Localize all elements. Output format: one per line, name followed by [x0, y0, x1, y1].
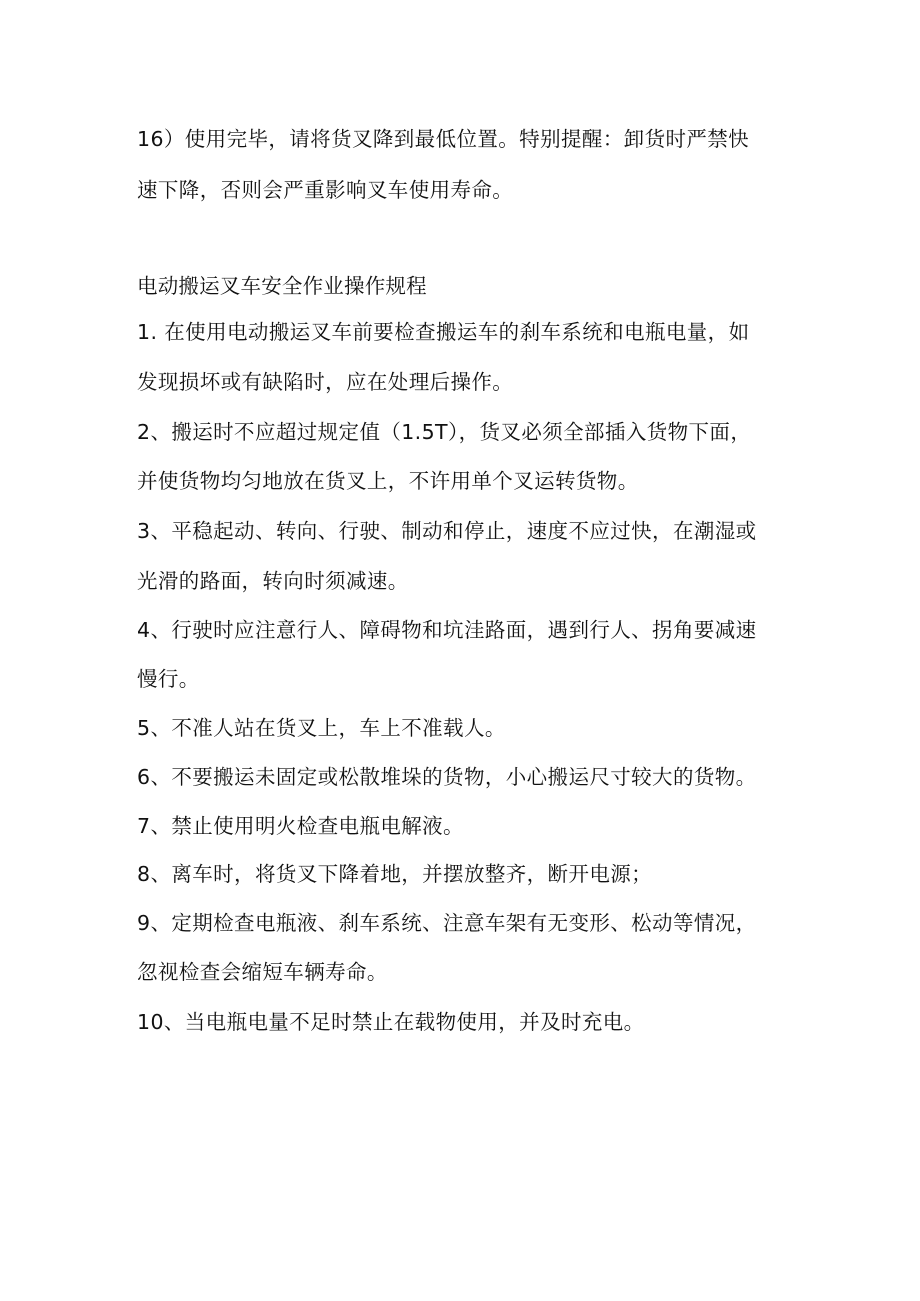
rule-10: 10、当电瓶电量不足时禁止在载物使用，并及时充电。 — [137, 1010, 645, 1034]
rule-3-line-1: 3、平稳起动、转向、行驶、制动和停止，速度不应过快，在潮湿或 — [137, 519, 757, 543]
rule-4-line-1: 4、行驶时应注意行人、障碍物和坑洼路面，遇到行人、拐角要减速 — [137, 618, 757, 642]
rule-2-line-1: 2、搬运时不应超过规定值（1.5T），货叉必须全部插入货物下面， — [137, 420, 752, 444]
intro-line-1: 16）使用完毕，请将货叉降到最低位置。特别提醒：卸货时严禁快 — [137, 127, 750, 151]
rule-7: 7、禁止使用明火检查电瓶电解液。 — [137, 814, 464, 838]
rule-6: 6、不要搬运未固定或松散堆垛的货物，小心搬运尺寸较大的货物。 — [137, 765, 757, 789]
rule-5: 5、不准人站在货叉上，车上不准载人。 — [137, 716, 506, 740]
rule-2-line-2: 并使货物均匀地放在货叉上，不许用单个叉运转货物。 — [137, 469, 639, 493]
section-title: 电动搬运叉车安全作业操作规程 — [137, 274, 427, 298]
rule-8: 8、离车时，将货叉下降着地，并摆放整齐，断开电源； — [137, 862, 653, 886]
rule-9-line-2: 忽视检查会缩短车辆寿命。 — [137, 960, 388, 984]
rule-1-line-1: 1. 在使用电动搬运叉车前要检查搬运车的刹车系统和电瓶电量，如 — [137, 320, 750, 344]
rule-3-line-2: 光滑的路面，转向时须减速。 — [137, 569, 409, 593]
rule-9-line-1: 9、定期检查电瓶液、刹车系统、注意车架有无变形、松动等情况， — [137, 911, 757, 935]
rule-1-line-2: 发现损坏或有缺陷时，应在处理后操作。 — [137, 370, 514, 394]
rule-4-line-2: 慢行。 — [137, 667, 200, 691]
intro-line-2: 速下降，否则会严重影响叉车使用寿命。 — [137, 178, 514, 202]
